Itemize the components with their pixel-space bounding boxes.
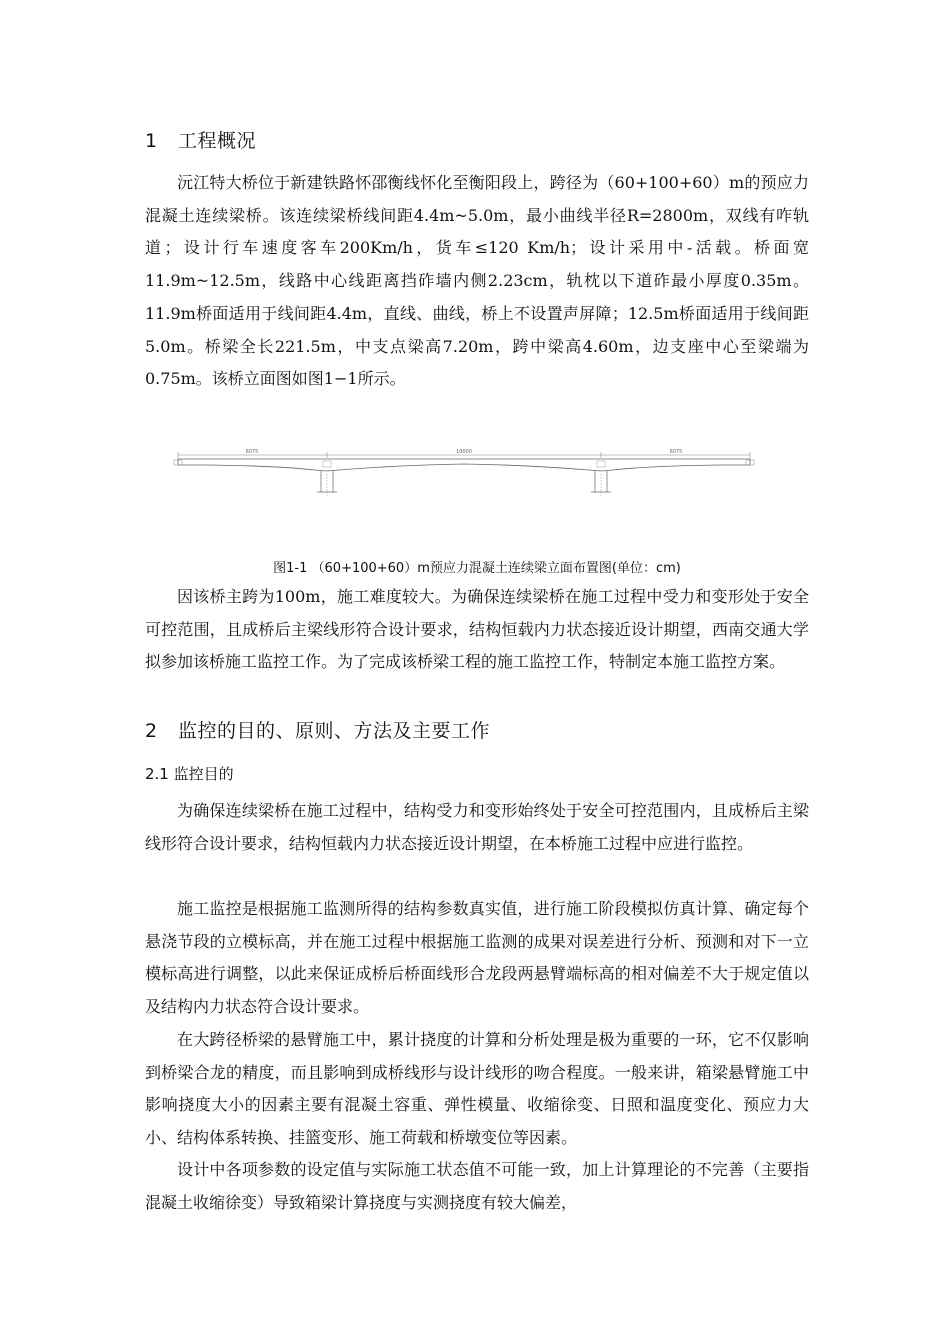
paragraph-construction-control: 施工监控是根据施工监测所得的结构参数真实值，进行施工阶段模拟仿真计算、确定每个悬浇节段的立模标高，并在施工过程中根据施工监测的成果对误差进行分析、预测和对下一立模标高进行调整，以此来保证成桥后桥面线形合龙段两悬臂端标高的相对偏差不大于规定值以及结构内力状态符合设计要求。 (145, 899, 809, 1017)
section-2-heading (145, 716, 490, 743)
figure-caption: 图1-1 （60+100+60）m预应力混凝土连续梁立面布置图(单位：cm) (273, 561, 681, 576)
section-1-heading (145, 126, 256, 153)
paragraph-parameter-deviation: 设计中各项参数的设定值与实际施工状态值不可能一致，加上计算理论的不完善（主要指混凝土收缩徐变）导致箱梁计算挠度与实测挠度有较大偏差， (145, 1160, 809, 1212)
bridge-elevation-drawing (170, 444, 780, 500)
paragraph-deflection-analysis: 在大跨径桥梁的悬臂施工中，累计挠度的计算和分析处理是极为重要的一环，它不仅影响到桥梁合龙的精度，而且影响到成桥线形与设计线形的吻合程度。一般来讲，箱梁悬臂施工中影响挠度大小的因素主要有混凝土容重、弹性模量、收缩徐变、日照和温度变化、预应力大小、结构体系转换、挂篮变形、施工荷载和桥墩变位等因素。 (145, 1030, 809, 1148)
girder-bottom-line (178, 464, 750, 471)
paragraph-monitoring-goal: 为确保连续梁桥在施工过程中，结构受力和变形始终处于安全可控范围内，且成桥后主梁线形符合设计要求，结构恒载内力状态接近设计期望，在本桥施工过程中应进行监控。 (145, 801, 809, 853)
section-number: 1 (145, 130, 158, 152)
section-title: 工程概况 (178, 130, 257, 152)
section-title: 监控的目的、原则、方法及主要工作 (178, 720, 491, 742)
paragraph-bridge-overview: 沅江特大桥位于新建铁路怀邵衡线怀化至衡阳段上，跨径为（60+100+60）m的预应力混凝土连续梁桥。该连续梁桥线间距4.4m~5.0m，最小曲线半径R=2800m，双线有咋轨道；设计行车速度客车200Km/h，货车≤120 Km/h；设计采用中-活载。桥面宽11.9m~12.5m，线路中心线距离挡砟墙内侧2.23cm，轨枕以下道砟最小厚度0.35m。11.9m桥面适用于线间距4.4m，直线、曲线，桥上不设置声屏障；12.5m桥面适用于线间距5.0m。桥梁全长221.5m，中支点梁高7.20m，跨中梁高4.60m，边支座中心至梁端为0.75m。该桥立面图如图1−1所示。 (145, 173, 809, 389)
dimension-label-left: 6075 (245, 449, 259, 455)
bridge-elevation-figure (170, 444, 780, 500)
dimension-label-right: 6075 (669, 449, 683, 455)
subsection-2-1-heading: 2.1 监控目的 (145, 765, 234, 783)
section-number: 2 (145, 720, 158, 742)
dimension-label-middle: 10000 (456, 449, 472, 455)
pier-left (317, 461, 337, 496)
pier-right (591, 461, 611, 496)
paragraph-monitoring-purpose: 因该桥主跨为100m，施工难度较大。为确保连续梁桥在施工过程中受力和变形处于安全可控范围，且成桥后主梁线形符合设计要求，结构恒载内力状态接近设计期望，西南交通大学拟参加该桥施工监控工作。为了完成该桥梁工程的施工监控工作，特制定本施工监控方案。 (145, 587, 809, 672)
